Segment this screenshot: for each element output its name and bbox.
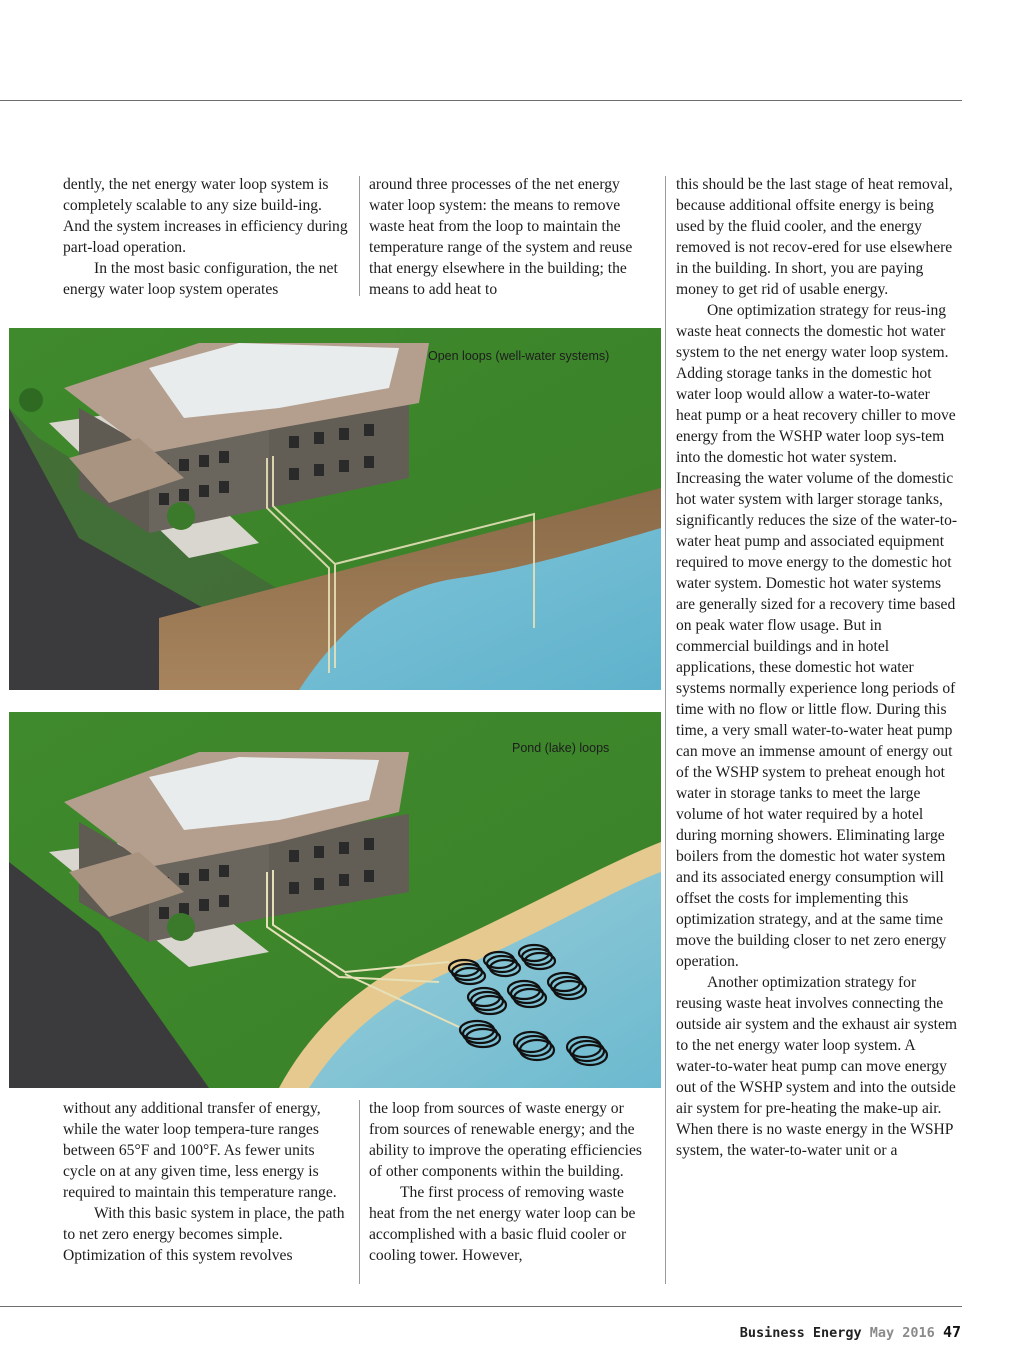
bottom-left-column: [63, 1098, 351, 1266]
publication-name: Business Energy: [739, 1325, 862, 1341]
column-divider: [359, 176, 360, 296]
page-footer: [740, 1323, 961, 1341]
figure-open-loops: [9, 328, 661, 690]
paragraph: the loop from sources of waste energy or from sources of renewable energy; and the ability to improve the operating efficiencies of other components within the building.: [369, 1100, 642, 1180]
figure-label-open-loops: Open loops (well-water systems): [428, 349, 610, 363]
figure-label-pond-loops: Pond (lake) loops: [512, 741, 610, 755]
paragraph: dently, the net energy water loop system is completely scalable to any size build-ing. And the system increases in efficiency during part-load operation.: [63, 176, 348, 256]
page-number: 47: [942, 1323, 961, 1341]
issue-date: May 2016: [869, 1325, 935, 1341]
header-rule: [0, 100, 962, 101]
column-divider: [359, 1100, 360, 1284]
open-loops-illustration: [9, 328, 661, 690]
paragraph: One optimization strategy for reus-ing waste heat connects the domestic hot water system to the net energy water loop system. Adding storage tanks in the domestic hot water loop would allow a water-to-water heat pump or a heat recovery chiller to move energy from the WSHP water loop sys-tem into the domestic hot water system. Increasing the water volume of the domestic hot water system with larger storage tanks, significantly reduces the size of the water-to-water heat pump and associated equipment required to move energy to the domestic hot water system. Domestic hot water systems are generally sized for a recovery time based on peak water flow usage. But in commercial buildings and in hotel applications, these domestic hot water systems normally experience long periods of time with no flow or little flow. During this time, a very small water-to-water heat pump can move an immense amount of energy out of the WSHP system to preheat enough hot water in storage tanks to meet the large volume of hot water required by a hotel during morning showers. Eliminating large boilers from the domestic hot water system and its associated energy consumption will offset the costs for implementing this optimization strategy, and at the same time move the building closer to net zero energy operation.: [676, 302, 958, 970]
top-middle-column: [369, 174, 653, 300]
figure-pond-loops: [9, 712, 661, 1088]
footer-rule: [0, 1306, 962, 1307]
top-left-column: [63, 174, 351, 300]
paragraph: without any additional transfer of energy, while the water loop tempera-ture ranges between 65°F and 100°F. As fewer units cycle on at any given time, less energy is required to maintain this temperature range.: [63, 1100, 337, 1201]
paragraph: around three processes of the net energy water loop system: the means to remove waste heat from the loop to maintain the temperature range of the system and reuse that energy elsewhere in the building; the means to add heat to: [369, 176, 633, 298]
right-column: [676, 174, 958, 1161]
paragraph: With this basic system in place, the path to net zero energy becomes simple. Optimization of this system revolves: [63, 1205, 345, 1264]
bottom-middle-column: [369, 1098, 653, 1266]
paragraph: The first process of removing waste heat from the net energy water loop can be accomplished with a basic fluid cooler or cooling tower. However,: [369, 1184, 636, 1264]
paragraph: this should be the last stage of heat removal, because additional offsite energy is being used by the fluid cooler, and the energy removed is not recov-ered for use elsewhere in the building. In short, you are paying money to get rid of usable energy.: [676, 176, 953, 298]
pond-loops-illustration: [9, 712, 661, 1088]
column-divider: [665, 176, 666, 1284]
paragraph: Another optimization strategy for reusing waste heat involves connecting the outside air system and the exhaust air system to the net energy water loop system. A water-to-water heat pump can move energy out of the WSHP system and into the outside air system for pre-heating the make-up air. When there is no waste energy in the WSHP system, the water-to-water unit or a: [676, 974, 958, 1159]
paragraph: In the most basic configuration, the net energy water loop system operates: [63, 260, 338, 298]
